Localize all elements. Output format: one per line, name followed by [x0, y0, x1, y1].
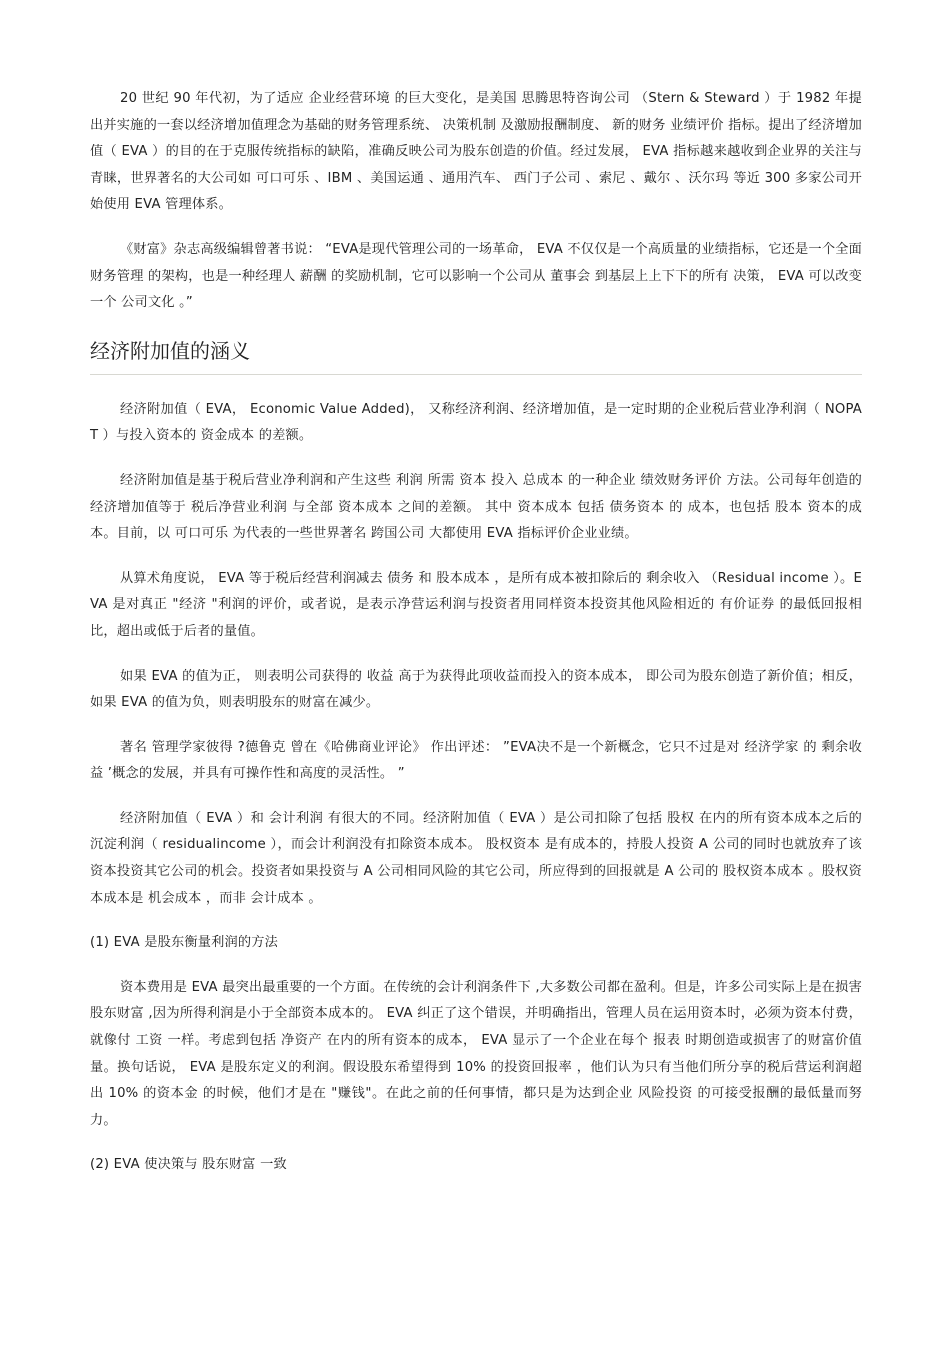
body-paragraph-2: 经济附加值是基于税后营业净利润和产生这些 利润 所需 资本 投入 总成本 的一种企业 绩效财务评价 方法。公司每年创造的经济增加值等于 税后净营业利润 与全部 资本成本 之间的差额。 其中 资本成本 包括 债务资本 的 成本，也包括 股本 资本的成本。目前，以 可口可乐 为代表的一些世界著名 跨国公司 大都使用 EVA 指标评价企业业绩。 — [90, 472, 862, 542]
body-paragraph-5: 著名 管理学家彼得 ?德鲁克 曾在《哈佛商业评论》 作出评述： ”EVA决不是一个新概念，它只不过是对 经济学家 的 剩余收益 ’概念的发展，并具有可操作性和高度的灵活性。 ” — [90, 739, 862, 782]
subheading-1: (1) EVA 是股东衡量利润的方法 — [90, 935, 279, 951]
body-paragraph-1: 经济附加值（ EVA， Economic Value Added)， 又称经济利润、经济增加值，是一定时期的企业税后营业净利润（ NOPAT ）与投入资本的 资金成本 的差额。 — [90, 401, 862, 444]
subheading-2: (2) EVA 使决策与 股东财富 一致 — [90, 1157, 287, 1173]
section-heading: 经济附加值的涵义 — [90, 335, 862, 375]
body-paragraph-3: 从算术角度说， EVA 等于税后经营利润减去 债务 和 股本成本 ，是所有成本被扣除后的 剩余收入 （Residual income ）。EVA 是对真正 "经济 "利润的评价，或者说，是表示净营运利润与投资者用同样资本投资其他风险相近的 有价证券 的最低回报相比，超出或低于后者的量值。 — [90, 570, 862, 639]
document-page — [90, 86, 862, 1197]
body-paragraph-7: 资本费用是 EVA 最突出最重要的一个方面。在传统的会计利润条件下 ,大多数公司都在盈利。但是，许多公司实际上是在损害 股东财富 ,因为所得利润是小于全部资本成本的。 EVA 纠正了这个错误，并明确指出，管理人员在运用资本时，必须为资本付费，就像付 工资 一样。考虑到包括 净资产 在内的所有资本的成本， EVA 显示了一个企业在每个 报表 时期创造或损害了的财富价值量。换句话说， EVA 是股东定义的利润。假设股东希望得到 10% 的投资回报率 ，他们认为只有当他们所分享的税后营运利润超出 10% 的资本金 的时候，他们才是在 "赚钱"。在此之前的任何事情，都只是为达到企业 风险投资 的可接受报酬的最低量而努力。 — [90, 979, 862, 1128]
intro-paragraph-2: 《财富》杂志高级编辑曾著书说： “EVA是现代管理公司的一场革命， EVA 不仅仅是一个高质量的业绩指标，它还是一个全面 财务管理 的架构，也是一种经理人 薪酬 的奖励机制，它可以影响一个公司从 董事会 到基层上上下下的所有 决策， EVA 可以改变一个 公司文化 。” — [90, 241, 862, 311]
body-paragraph-4: 如果 EVA 的值为正， 则表明公司获得的 收益 高于为获得此项收益而投入的资本成本， 即公司为股东创造了新价值；相反，如果 EVA 的值为负，则表明股东的财富在减少。 — [90, 668, 862, 711]
intro-paragraph-1: 20 世纪 90 年代初，为了适应 企业经营环境 的巨大变化，是美国 思腾思特咨询公司 （Stern & Steward ）于 1982 年提出并实施的一套以经济增加值理念为基础的财务管理系统、 决策机制 及激励报酬制度、 新的财务 业绩评价 指标。提出了经济增加值（ EVA ）的目的在于克服传统指标的缺陷，准确反映公司为股东创造的价值。经过发展， EVA 指标越来越收到企业界的关注与青睐，世界著名的大公司如 可口可乐 、IBM 、美国运通 、通用汽车、 西门子公司 、索尼 、戴尔 、沃尔玛 等近 300 多家公司开始使用 EVA 管理体系。 — [90, 91, 862, 213]
body-paragraph-6: 经济附加值（ EVA ）和 会计利润 有很大的不同。经济附加值（ EVA ）是公司扣除了包括 股权 在内的所有资本成本之后的沉淀利润（ residualincome ），而会计利润没有扣除资本成本。 股权资本 是有成本的，持股人投资 A 公司的同时也就放弃了该资本投资其它公司的机会。投资者如果投资与 A 公司相同风险的其它公司，所应得到的回报就是 A 公司的 股权资本成本 。股权资本成本是 机会成本 ，而非 会计成本 。 — [90, 810, 862, 906]
